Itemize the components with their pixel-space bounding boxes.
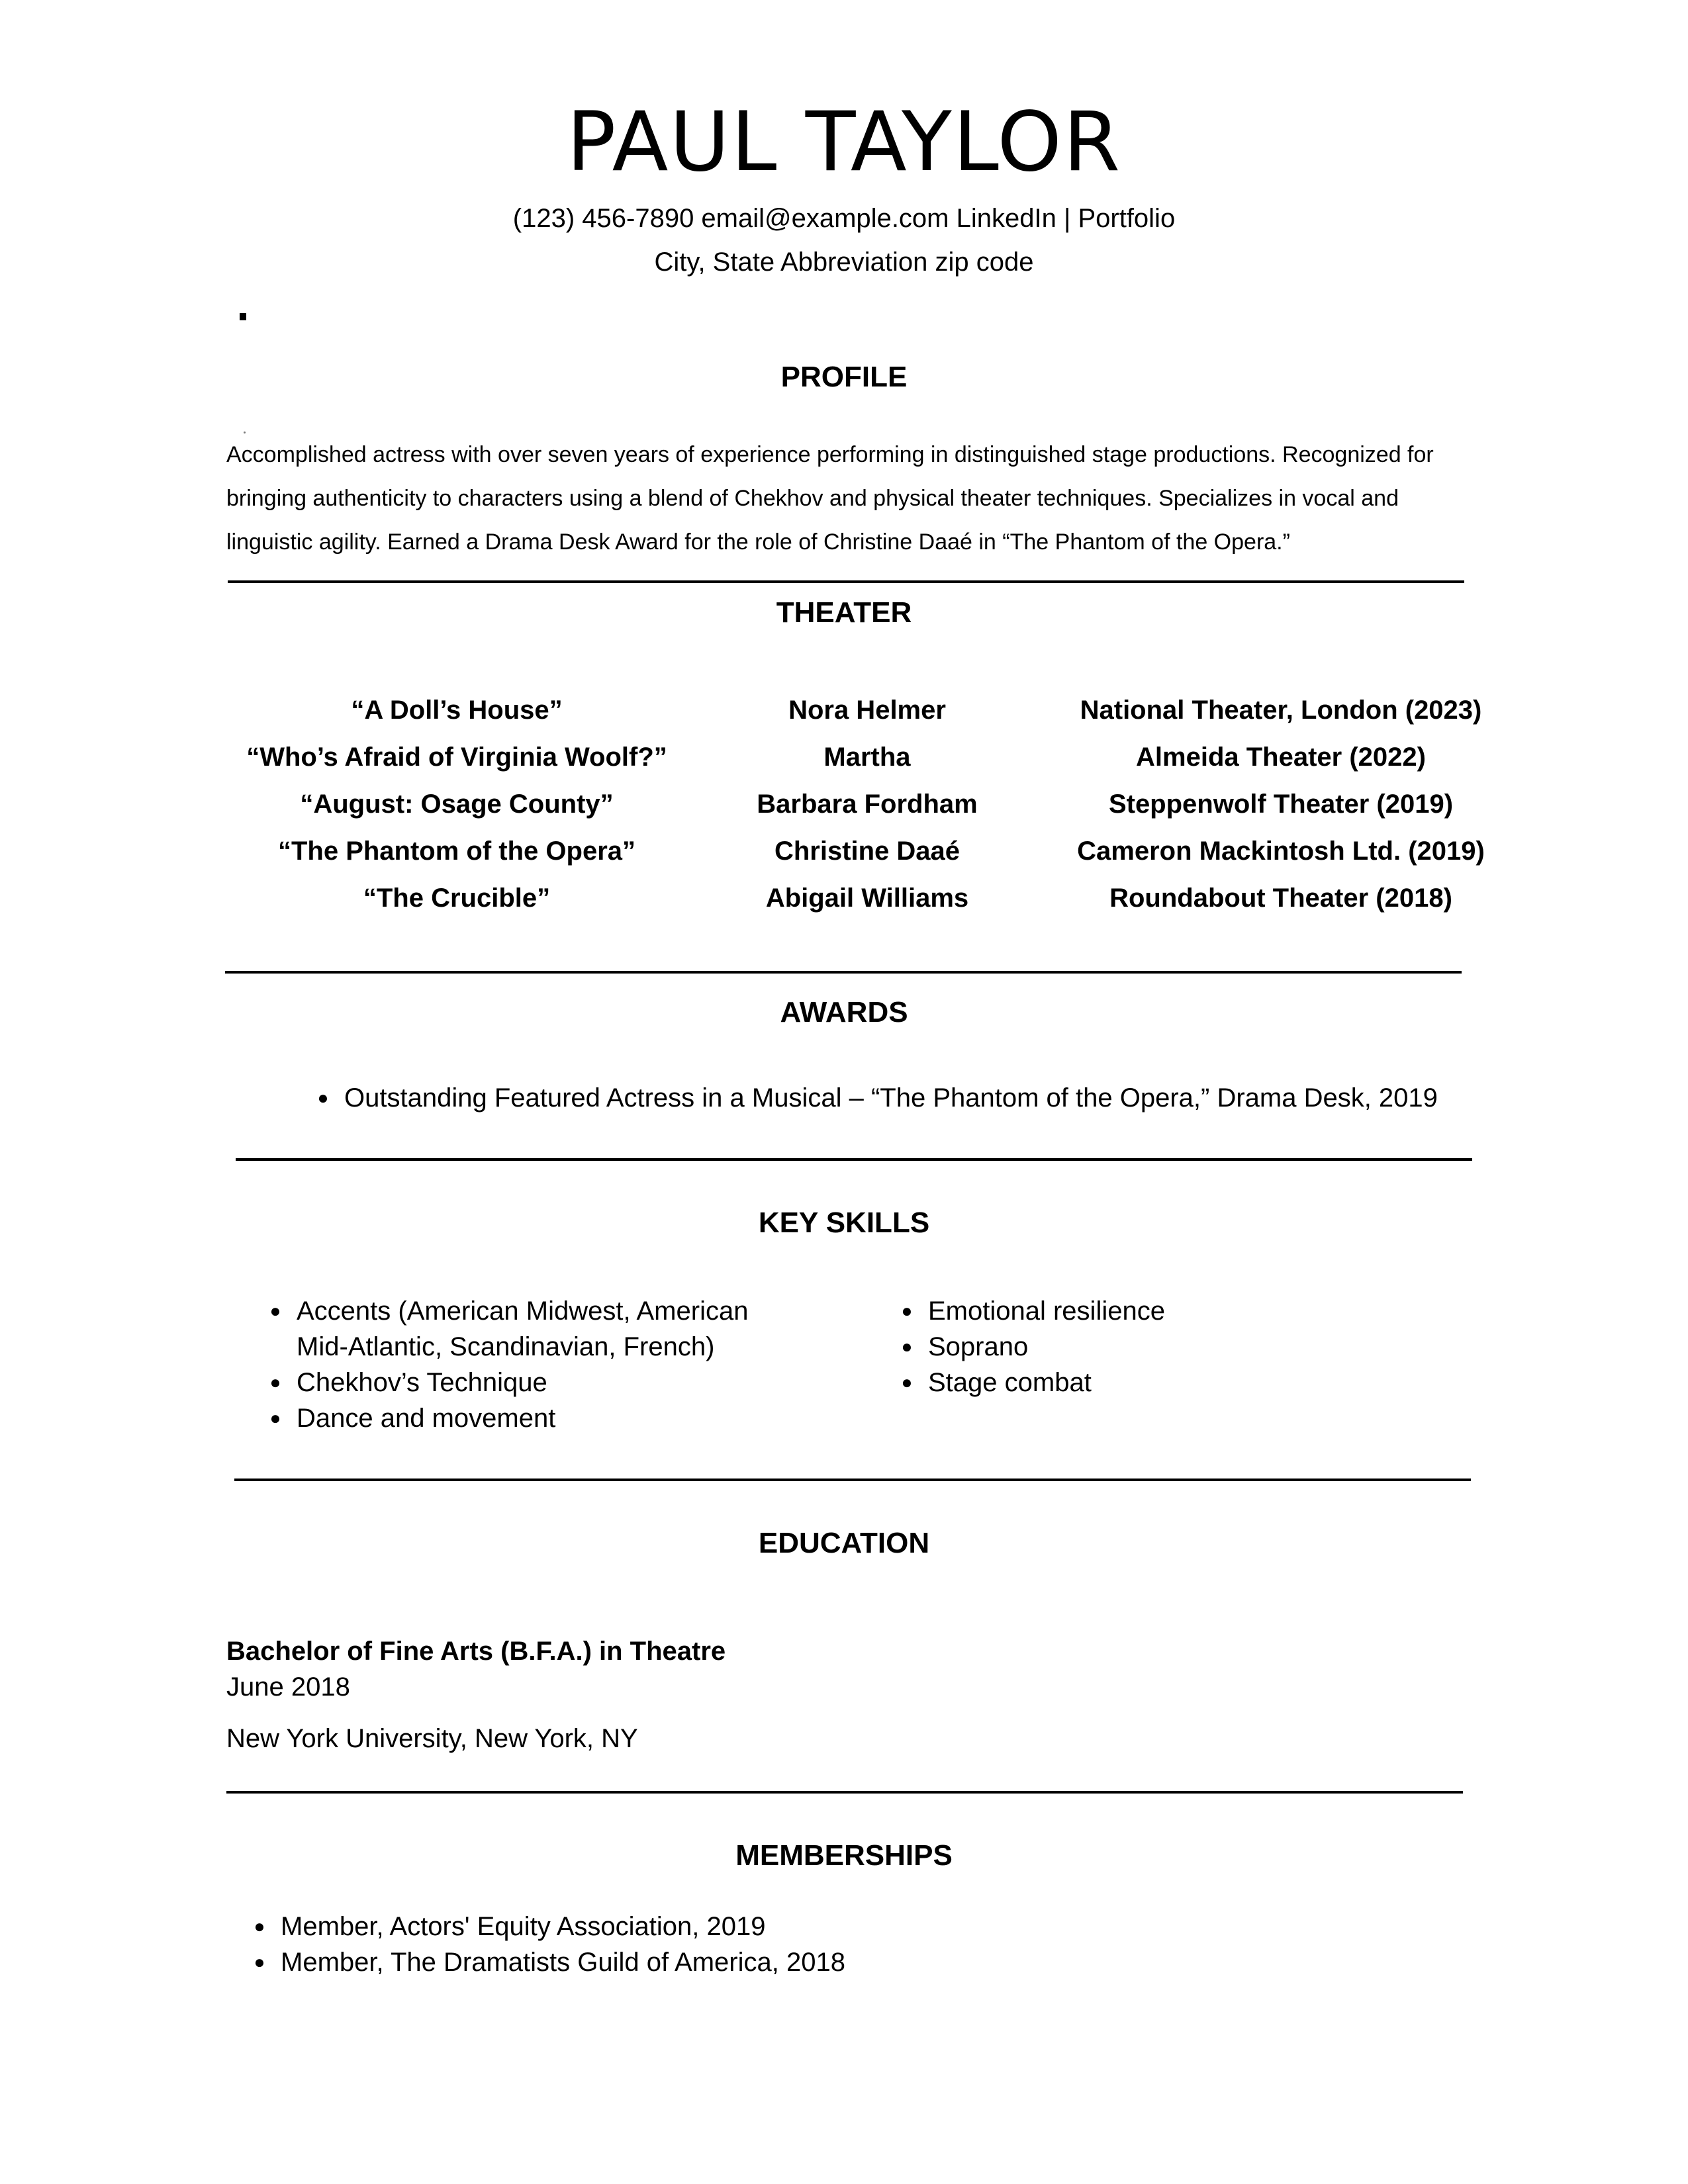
- resume-name: PAUL TAYLOR: [566, 95, 1122, 190]
- section-divider: [234, 1479, 1471, 1481]
- theater-play: “Who’s Afraid of Virginia Woolf?”: [246, 743, 667, 772]
- list-item: [310, 1080, 1568, 1116]
- membership-text: Member, Actors' Equity Association, 2019: [281, 1912, 766, 1941]
- skill-text: Chekhov’s Technique: [297, 1368, 547, 1397]
- section-divider: [226, 1791, 1463, 1794]
- theater-venues-column: [1033, 687, 1529, 922]
- list-item: [894, 1293, 1423, 1329]
- skill-text: Dance and movement: [297, 1404, 556, 1433]
- theater-play: “A Doll’s House”: [351, 696, 563, 725]
- bullet-icon: ●: [254, 1916, 265, 1936]
- section-divider: [228, 580, 1464, 583]
- theater-venue: Cameron Mackintosh Ltd. (2019): [1077, 837, 1485, 866]
- awards-heading: AWARDS: [780, 996, 908, 1028]
- list-item: [262, 1400, 792, 1436]
- bullet-icon: ●: [901, 1372, 913, 1392]
- education-heading: EDUCATION: [758, 1527, 930, 1559]
- theater-plays-column: [225, 687, 688, 922]
- theater-roles-column: [728, 687, 1006, 922]
- awards-list: [310, 1080, 1568, 1116]
- location-info: City, State Abbreviation zip code: [654, 248, 1034, 277]
- bullet-icon: ●: [254, 1952, 265, 1972]
- list-item: [894, 1329, 1423, 1365]
- skills-right-list: [894, 1293, 1423, 1400]
- profile-text: Accomplished actress with over seven years of experience performing in distinguished stage productions. Recognized for bringing authenticity to characters using a blend of Chekhov and physical theater techniques. Specializes in vocal and linguistic agility. Earned a Drama Desk Award for the role of Christine Daaé in “The Phantom of the Opera.”: [226, 442, 1434, 555]
- list-item: [894, 1365, 1423, 1400]
- membership-text: Member, The Dramatists Guild of America, 2018: [281, 1948, 845, 1977]
- profile-heading: PROFILE: [780, 361, 908, 393]
- theater-role: Martha: [823, 743, 911, 772]
- contact-info: (123) 456-7890 email@example.com LinkedIn | Portfolio: [512, 204, 1176, 233]
- theater-role: Barbara Fordham: [757, 790, 978, 819]
- theater-role: Abigail Williams: [765, 884, 969, 913]
- list-item: [246, 1944, 1438, 1980]
- skills-left-list: [262, 1293, 792, 1436]
- memberships-list: [246, 1909, 1438, 1980]
- memberships-heading: MEMBERSHIPS: [735, 1839, 953, 1872]
- degree-title: Bachelor of Fine Arts (B.F.A.) in Theatre: [226, 1637, 726, 1666]
- theater-venue: Steppenwolf Theater (2019): [1108, 790, 1454, 819]
- bullet-icon: ●: [269, 1408, 281, 1428]
- section-divider: [236, 1158, 1472, 1161]
- theater-role: Christine Daaé: [774, 837, 961, 866]
- theater-play: “August: Osage County”: [300, 790, 614, 819]
- skill-text: Emotional resilience: [928, 1297, 1165, 1326]
- list-item: [246, 1909, 1438, 1944]
- bullet-icon: ●: [901, 1300, 913, 1321]
- section-divider: [225, 971, 1462, 974]
- stray-bullet-mark: [240, 313, 246, 320]
- list-item: [262, 1293, 792, 1365]
- bullet-icon: ●: [317, 1087, 329, 1108]
- graduation-date: June 2018: [226, 1672, 350, 1702]
- theater-heading: THEATER: [776, 596, 912, 629]
- skill-text: Stage combat: [928, 1368, 1092, 1397]
- list-item: [262, 1365, 792, 1400]
- theater-play: “The Phantom of the Opera”: [277, 837, 636, 866]
- theater-venue: Almeida Theater (2022): [1136, 743, 1426, 772]
- award-text: Outstanding Featured Actress in a Musical – “The Phantom of the Opera,” Drama Desk, 2019: [344, 1083, 1438, 1113]
- skill-text: Soprano: [928, 1332, 1029, 1361]
- school-name: New York University, New York, NY: [226, 1724, 638, 1753]
- skills-heading: KEY SKILLS: [758, 1206, 930, 1239]
- bullet-icon: ●: [901, 1336, 913, 1357]
- theater-role: Nora Helmer: [788, 696, 946, 725]
- bullet-icon: ●: [269, 1372, 281, 1392]
- theater-venue: Roundabout Theater (2018): [1109, 884, 1452, 913]
- bullet-icon: ●: [269, 1300, 281, 1321]
- theater-play: “The Crucible”: [363, 884, 551, 913]
- skill-text: Accents (American Midwest, American Mid-Atlantic, Scandinavian, French): [297, 1297, 749, 1361]
- theater-venue: National Theater, London (2023): [1080, 696, 1482, 725]
